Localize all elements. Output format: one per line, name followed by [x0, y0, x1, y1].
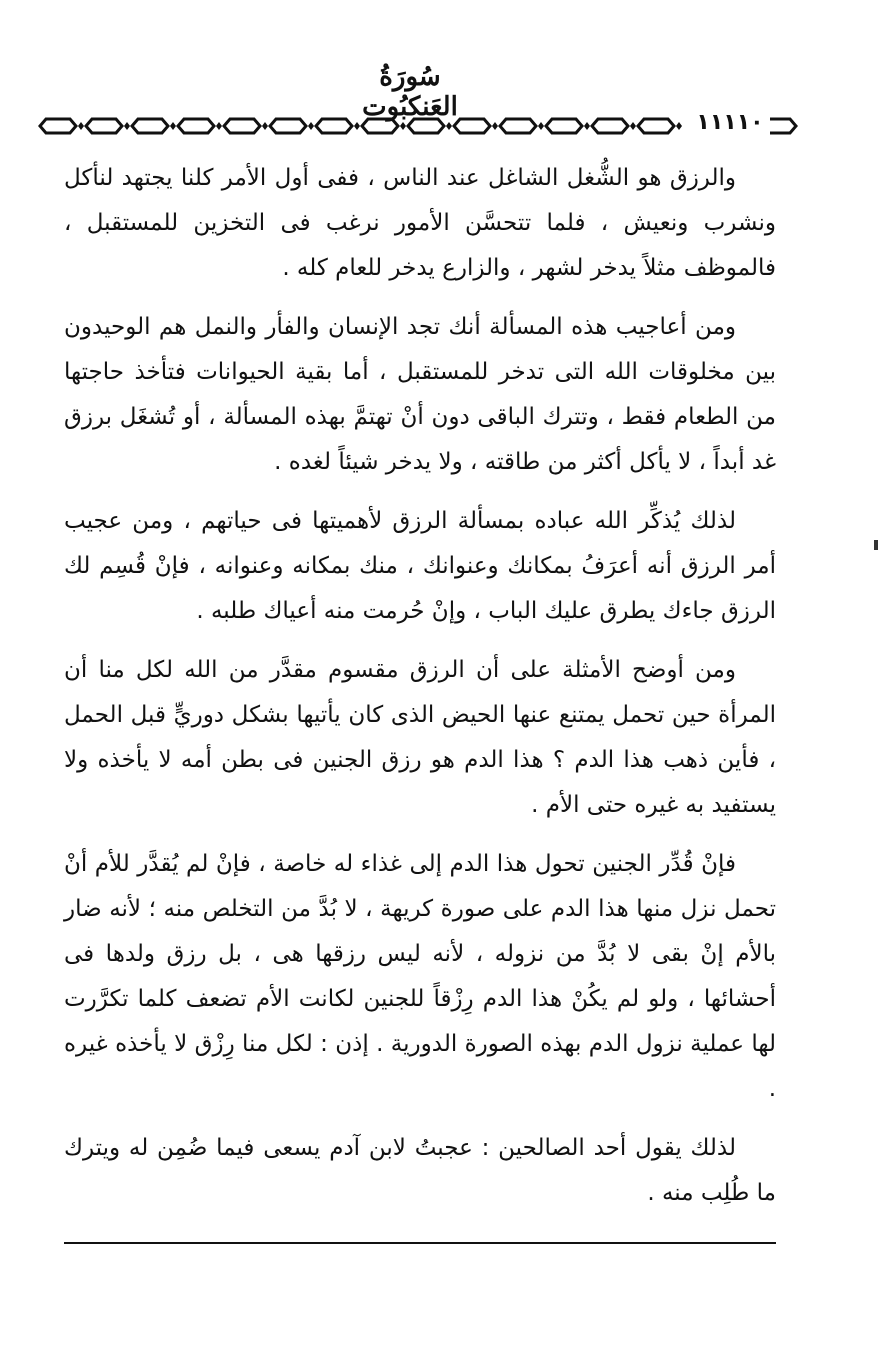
- ornament-diamond: [170, 122, 176, 130]
- ornament-link: [638, 119, 674, 133]
- paragraph: لذلك يُذكِّر الله عباده بمسألة الرزق لأهميتها فى حياتهم ، ومن عجيب أمر الرزق أنه أعرَفُ بمكانك وعنوانك ، منك بمكانه وعنوانه ، فإنْ قُسِم لك الرزق جاءك يطرق عليك الباب ، وإنْ حُرمت منه أعياك طلبه .: [64, 508, 776, 624]
- ornament-link: [224, 119, 260, 133]
- ornament-diamond: [584, 122, 590, 130]
- ornament-diamond: [78, 122, 84, 130]
- ornament-diamond: [124, 122, 130, 130]
- paragraph: ومن أوضح الأمثلة على أن الرزق مقسوم مقدَّر من الله لكل منا أن المرأة حين تحمل يمتنع عنها الحيض الذى كان يأتيها بشكل دوريٍّ قبل الحمل ، فأين ذهب هذا الدم ؟ هذا الدم هو رزق الجنين فى بطن أمه لا يأخذه ولا يستفيد به غيره حتى الأم .: [64, 657, 776, 818]
- margin-mark: [874, 540, 878, 550]
- ornament-diamond: [446, 122, 452, 130]
- ornament-link: [40, 119, 76, 133]
- ornament-border: [38, 114, 798, 138]
- ornament-diamond: [492, 122, 498, 130]
- page-header-title: سُورَةُ العَنكبُوت: [362, 62, 458, 122]
- page-number: ١١١١٠: [690, 110, 770, 135]
- ornament-link: [362, 119, 398, 133]
- ornament-link: [270, 119, 306, 133]
- ornament-diamond: [630, 122, 636, 130]
- paragraph: والرزق هو الشُّغل الشاغل عند الناس ، ففى أول الأمر كلنا يجتهد لنأكل ونشرب ونعيش ، فلما تتحسَّن الأمور نرغب فى التخزين للمستقبل ، فالموظف مثلاً يدخر لشهر ، والزارع يدخر للعام كله .: [64, 165, 776, 281]
- paragraph: فإنْ قُدِّر الجنين تحول هذا الدم إلى غذاء له خاصة ، فإنْ لم يُقدَّر للأم أنْ تحمل نزل منها هذا الدم على صورة كريهة ، لا بُدَّ من التخلص منه ؛ لأنه ضار بالأم إنْ بقى لا بُدَّ من نزوله ، لأنه ليس رزقها هى ، بل رزق ولدها فى أحشائها ، ولو لم يكُنْ هذا الدم رِزْقاً للجنين لكانت الأم تضعف كلما تكرَّرت لها عملية نزول الدم بهذه الصورة الدورية . إذن : لكل منا رِزْق لا يأخذه غيره .: [64, 851, 776, 1102]
- ornament-link: [454, 119, 490, 133]
- ornament-diamond: [676, 122, 682, 130]
- ornament-diamond: [216, 122, 222, 130]
- ornament-link: [408, 119, 444, 133]
- ornament-diamond: [262, 122, 268, 130]
- body-text: [64, 156, 776, 1230]
- ornament-diamond: [400, 122, 406, 130]
- paragraph: ومن أعاجيب هذه المسألة أنك تجد الإنسان والفأر والنمل هم الوحيدون بين مخلوقات الله التى تدخر للمستقبل ، أما بقية الحيوانات فتأخذ حاجتها من الطعام فقط ، وتترك الباقى دون أنْ تهتمَّ بهذه المسألة ، أو تُشغَل برزق غد أبداً ، لا يأكل أكثر من طاقته ، ولا يدخر شيئاً لغده .: [64, 314, 776, 475]
- ornament-link: [86, 119, 122, 133]
- ornament-diamond: [538, 122, 544, 130]
- footer-rule: [64, 1242, 776, 1244]
- paragraph: لذلك يقول أحد الصالحين : عجبتُ لابن آدم يسعى فيما ضُمِن له ويترك ما طُلِب منه .: [64, 1135, 776, 1206]
- ornament-link: [178, 119, 214, 133]
- ornament-diamond: [354, 122, 360, 130]
- ornament-diamond: [308, 122, 314, 130]
- ornament-link: [592, 119, 628, 133]
- ornament-link: [316, 119, 352, 133]
- ornament-link: [132, 119, 168, 133]
- ornament-link: [546, 119, 582, 133]
- ornament-link: [500, 119, 536, 133]
